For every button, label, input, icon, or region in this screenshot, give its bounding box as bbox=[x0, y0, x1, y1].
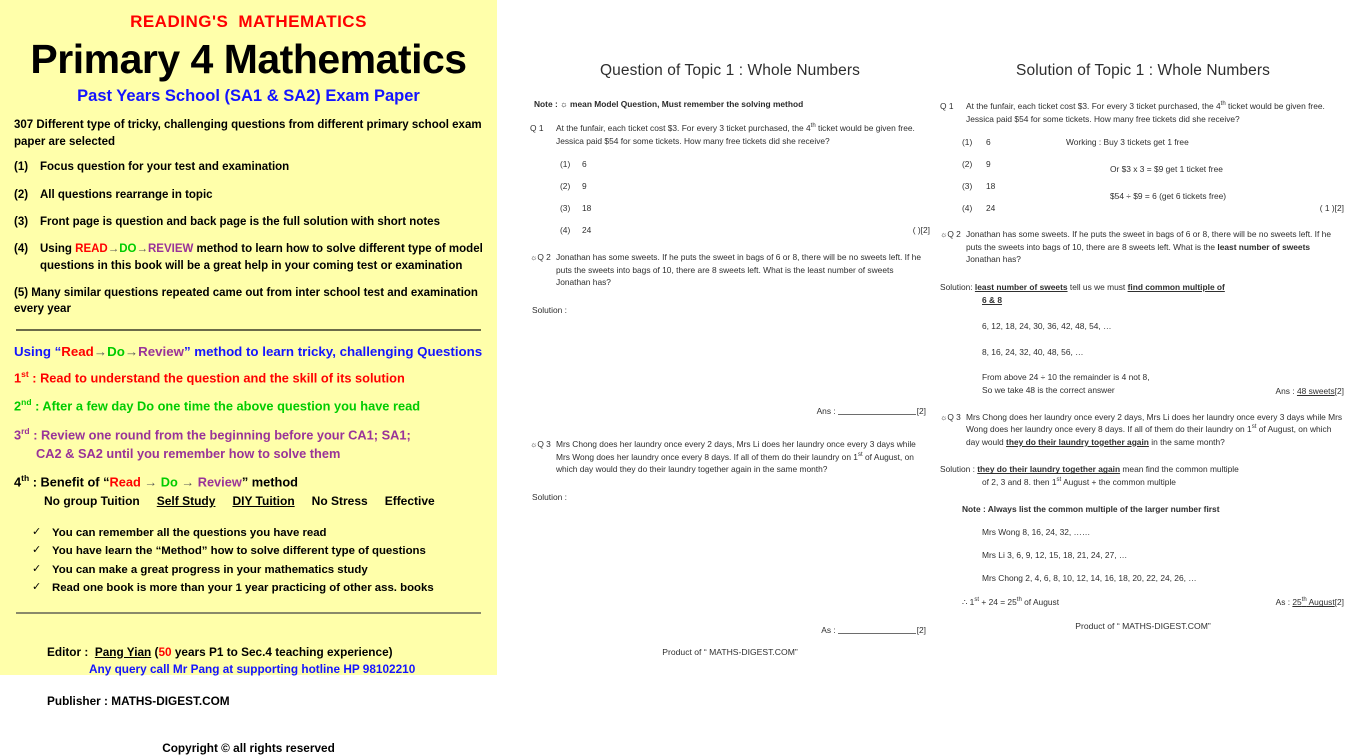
solution-q3-heading bbox=[940, 463, 1346, 489]
question-2 bbox=[530, 251, 930, 289]
question-3-text bbox=[556, 438, 930, 476]
list-item-label: You can remember all the questions you have read bbox=[52, 526, 327, 539]
question-3-label bbox=[530, 438, 556, 476]
method-step-2 bbox=[14, 396, 483, 415]
final-b: + 24 = 25 bbox=[979, 597, 1017, 608]
benefit-diy-tuition: DIY Tuition bbox=[232, 493, 295, 508]
option-value: 18 bbox=[582, 203, 592, 214]
method-post: ” method to learn tricky, challenging Questions bbox=[183, 343, 483, 359]
copyright-line: Copyright © all rights reserved bbox=[162, 740, 335, 755]
solution-prefix: Solution: bbox=[940, 282, 975, 293]
editor-paren: ( bbox=[154, 644, 159, 659]
arrow-icon: → bbox=[177, 474, 198, 490]
step-number: 2 bbox=[14, 398, 22, 414]
solution-midtext: tell us we must bbox=[1067, 282, 1128, 293]
step-text-post: ” method bbox=[241, 474, 298, 490]
model-question-icon: ☼ bbox=[940, 230, 948, 240]
benefit-effective: Effective bbox=[384, 493, 435, 508]
option-index: (3) bbox=[962, 181, 973, 192]
list-item bbox=[14, 214, 483, 230]
question-3-text-b: of August, on which day would they do their laundry together again in the same month? bbox=[556, 451, 914, 475]
solution-q3-line2a: of 2, 3 and 8. then 1 bbox=[982, 477, 1057, 488]
answer-marks: [2] bbox=[916, 624, 926, 635]
divider-top bbox=[16, 329, 481, 331]
method-step-1 bbox=[14, 368, 483, 387]
option-index: (2) bbox=[560, 181, 571, 192]
answer-value-b: August bbox=[1306, 597, 1335, 608]
step-number: 3 bbox=[14, 426, 22, 442]
solution-q3-text-a: Mrs Chong does her laundry once every 2 days, Mrs Li does her laundry once every 3 days while Mrs Wong does her laundry once every 8 days. If all of them do their laundry on 1 bbox=[966, 411, 1343, 435]
list-item-label bbox=[40, 241, 483, 274]
ordinal-suffix: st bbox=[1251, 424, 1257, 431]
editor-line bbox=[47, 644, 483, 662]
benefit-read-label: Read bbox=[109, 474, 141, 490]
question-2-label bbox=[530, 251, 556, 289]
option-index: (3) bbox=[560, 203, 571, 214]
ordinal-suffix: st bbox=[1056, 477, 1062, 484]
question-1-text-b: ticket would be given free. Jessica paid $54 for some tickets. How many free tickets did she receive? bbox=[556, 123, 915, 146]
arrow-icon: → bbox=[124, 343, 139, 359]
working-line-1: Working : Buy 3 tickets get 1 free bbox=[1066, 137, 1189, 148]
question-3-answer-space bbox=[530, 502, 930, 620]
list-item-label: Many similar questions repeated came out from inter school test and examination every year bbox=[14, 287, 478, 316]
method-review-label: Review bbox=[138, 343, 184, 359]
arrow-icon: → bbox=[140, 474, 161, 490]
answer-label: As : bbox=[821, 624, 836, 635]
solution-keyword-1: least number of sweets bbox=[974, 282, 1068, 293]
answer-label: Ans : bbox=[1275, 386, 1295, 397]
list-item-index: (5) bbox=[14, 287, 29, 300]
solution-page-panel bbox=[940, 0, 1346, 631]
list-item bbox=[32, 542, 483, 560]
rdr-do-label: DO bbox=[119, 243, 137, 256]
list-item-index: (3) bbox=[14, 216, 29, 229]
solution-q3-line2b: August + the common multiple bbox=[1061, 477, 1176, 488]
question-page-panel bbox=[530, 0, 930, 657]
arrow-icon: → bbox=[107, 243, 120, 256]
editor-label: Editor : bbox=[47, 644, 89, 659]
question-3-number: Q 3 bbox=[537, 439, 551, 450]
solution-option-4 bbox=[940, 203, 1346, 213]
question-page-footer: Product of “ MATHS-DIGEST.COM” bbox=[662, 646, 798, 657]
method-step-3 bbox=[14, 425, 483, 464]
step-text: : After a few day Do one time the above question you have read bbox=[35, 398, 421, 414]
benefit-review-label: Review bbox=[197, 474, 242, 490]
rdr-post: method to learn how to solve different type of model questions in this book will be a great help in your coming test or examination bbox=[40, 243, 483, 272]
page-title: Primary 4 Mathematics bbox=[30, 36, 467, 82]
answer-marks: [2] bbox=[1334, 386, 1344, 397]
solution-q1-working-area bbox=[940, 137, 1346, 213]
step-number: 1 bbox=[14, 369, 22, 385]
question-2-number: Q 2 bbox=[537, 252, 551, 263]
brand-word-readings: READING'S bbox=[130, 12, 229, 31]
step-text: : Review one round from the beginning before your CA1; SA1; bbox=[33, 426, 411, 442]
solution-q3-label bbox=[940, 411, 966, 449]
benefit-self-study: Self Study bbox=[156, 493, 216, 508]
brand-word-mathematics: MATHEMATICS bbox=[238, 12, 367, 31]
solution-q2-text bbox=[966, 228, 1346, 266]
step-text: : Read to understand the question and the skill of its solution bbox=[32, 369, 405, 385]
list-item-index: (1) bbox=[14, 161, 29, 174]
question-2-text: Jonathan has some sweets. If he puts the sweet in bags of 6 or 8, there will be no sweets left. If he puts the sweets into bags of 10, there are 8 sweets left. What is the least number of sweets Jonathan has? bbox=[556, 252, 921, 288]
option-index: (4) bbox=[962, 203, 973, 214]
answer-value: 48 sweets bbox=[1296, 386, 1335, 397]
ordinal-suffix: th bbox=[1301, 597, 1307, 604]
option-index: (4) bbox=[560, 225, 571, 236]
solution-keyword-3: 6 & 8 bbox=[982, 295, 1003, 306]
question-2-answer-space bbox=[530, 315, 930, 401]
solution-q3-answer bbox=[1276, 597, 1344, 607]
method-pre: Using “ bbox=[14, 343, 62, 359]
option-3 bbox=[530, 203, 930, 213]
solution-q3-text-c: in the same month? bbox=[1148, 436, 1225, 447]
list-item-label: Focus question for your test and examination bbox=[40, 161, 290, 174]
rdr-pre: Using bbox=[40, 243, 76, 256]
list-item bbox=[14, 285, 483, 318]
solution-q2-conclusion bbox=[940, 371, 1346, 396]
step-ordinal-suffix: st bbox=[21, 368, 29, 379]
solution-q1-text-b: ticket would be given free. Jessica paid $54 for some tickets. How many free tickets did she receive? bbox=[966, 101, 1325, 124]
method-read-label: Read bbox=[61, 343, 94, 359]
brand-heading bbox=[14, 0, 483, 32]
solution-q3-mrs-chong: Mrs Chong 2, 4, 6, 8, 10, 12, 14, 16, 18, 20, 22, 24, 26, … bbox=[982, 573, 1197, 584]
editor-experience: years P1 to Sec.4 teaching experience) bbox=[171, 644, 393, 659]
solution-q3-mrs-li: Mrs Li 3, 6, 9, 12, 15, 18, 21, 24, 27, … bbox=[982, 550, 1128, 561]
solution-prefix: Solution : bbox=[940, 464, 978, 475]
solution-keyword: they do their laundry together again bbox=[977, 464, 1121, 475]
list-item-label: Front page is question and back page is the full solution with short notes bbox=[40, 216, 440, 229]
solution-q2-multiples-8: 8, 16, 24, 32, 40, 48, 56, … bbox=[982, 346, 1084, 357]
divider-bottom bbox=[16, 612, 481, 614]
question-3-text-a: Mrs Chong does her laundry once every 2 days, Mrs Li does her laundry once every 3 days while Mrs Wong does her laundry once every 8 days. If all of them do their laundry on 1 bbox=[556, 439, 916, 462]
check-icon: ✓ bbox=[32, 525, 42, 538]
list-item-label: You can make a great progress in your mathematics study bbox=[52, 563, 368, 576]
solution-q3-number: Q 3 bbox=[947, 411, 961, 422]
solution-q1-label: Q 1 bbox=[940, 101, 954, 111]
solution-q1-answer-bracket: ( 1 )[2] bbox=[1319, 203, 1344, 214]
method-do-label: Do bbox=[107, 343, 125, 359]
rdr-read-label: READ bbox=[75, 243, 108, 256]
answer-label: As : bbox=[1275, 597, 1291, 608]
solution-q2-multiples-6: 6, 12, 18, 24, 30, 36, 42, 48, 54, … bbox=[982, 321, 1112, 332]
list-item-index: (4) bbox=[14, 243, 29, 256]
solution-q2-conclusion-line2: So we take 48 is the correct answer bbox=[982, 384, 1115, 395]
answer-bracket: ( )[2] bbox=[912, 225, 930, 236]
working-line-3: $54 ÷ $9 = 6 (get 6 tickets free) bbox=[1110, 191, 1227, 202]
benefit-row bbox=[14, 494, 483, 508]
model-question-icon: ☼ bbox=[940, 412, 948, 422]
question-3-solution-label: Solution : bbox=[532, 491, 567, 502]
solution-q2-heading bbox=[940, 281, 1346, 307]
solution-q1-text-a: At the funfair, each ticket cost $3. For every 3 ticket purchased, the 4 bbox=[966, 101, 1221, 111]
option-value: 9 bbox=[986, 159, 991, 170]
benefit-do-label: Do bbox=[160, 474, 178, 490]
solution-question-3 bbox=[940, 411, 1346, 449]
rdr-review-label: REVIEW bbox=[147, 243, 194, 256]
option-value: 18 bbox=[986, 181, 996, 192]
step-number: 4 bbox=[14, 474, 22, 490]
option-value: 24 bbox=[582, 225, 592, 236]
solution-q3-text-b: of August, on which day would bbox=[966, 424, 1332, 447]
solution-q3-keyword: they do their laundry together again bbox=[1006, 436, 1149, 447]
solution-q3-final bbox=[940, 597, 1346, 607]
final-a: ∴ 1 bbox=[962, 597, 975, 608]
step-ordinal-suffix: rd bbox=[21, 425, 30, 436]
list-item-read-do-review bbox=[14, 241, 483, 274]
ordinal-suffix: th bbox=[810, 123, 816, 130]
solution-midtext: mean find the common multiple bbox=[1120, 464, 1239, 475]
answer-value bbox=[1292, 597, 1334, 607]
check-icon: ✓ bbox=[32, 544, 42, 557]
solution-q2-text-emphasis: least number of sweets bbox=[1217, 241, 1311, 252]
question-1 bbox=[530, 122, 930, 147]
solution-q3-line2 bbox=[940, 476, 1346, 489]
option-value: 24 bbox=[986, 203, 996, 214]
note-label: Note : bbox=[962, 504, 988, 515]
option-value: 6 bbox=[582, 159, 587, 170]
model-question-icon: ☼ bbox=[530, 253, 538, 263]
working-line-2: Or $3 x 3 = $9 get 1 ticket free bbox=[1110, 164, 1223, 175]
list-item bbox=[32, 561, 483, 579]
solution-page-footer: Product of “ MATHS-DIGEST.COM” bbox=[1075, 621, 1211, 632]
list-item bbox=[14, 159, 483, 175]
solution-q2-text-a: Jonathan has some sweets. If he puts the sweet in bags of 6 or 8, there will be no sweets left. If he puts the sweets into bags of 10, there are 8 sweets left. What is the bbox=[966, 229, 1331, 252]
option-4 bbox=[530, 225, 930, 235]
question-page-title: Question of Topic 1 : Whole Numbers bbox=[600, 62, 860, 79]
solution-q2-text-b: Jonathan has? bbox=[966, 254, 1021, 265]
question-1-text bbox=[556, 122, 930, 147]
step-text-line2: CA2 & SA2 until you remember how to solve them bbox=[36, 446, 341, 462]
option-2 bbox=[530, 181, 930, 191]
list-item-index: (2) bbox=[14, 188, 29, 201]
option-index: (1) bbox=[962, 137, 973, 148]
answer-value-a: 25 bbox=[1292, 597, 1302, 608]
question-1-text-a: At the funfair, each ticket cost $3. For every 3 ticket purchased, the 4 bbox=[556, 123, 811, 133]
credits-block bbox=[14, 644, 483, 711]
final-c: of August bbox=[1021, 597, 1060, 608]
editor-name: Pang Yian bbox=[94, 644, 152, 659]
solution-q1-text bbox=[966, 100, 1346, 125]
option-value: 6 bbox=[986, 137, 991, 148]
check-icon: ✓ bbox=[32, 562, 42, 575]
hotline-line: Any query call Mr Pang at supporting hotline HP 98102210 bbox=[89, 662, 416, 677]
ordinal-suffix: th bbox=[1016, 597, 1022, 604]
option-index: (1) bbox=[560, 159, 571, 170]
list-item-label: Read one book is more than your 1 year practicing of other ass. books bbox=[52, 582, 434, 595]
cover-lead-text: 307 Different type of tricky, challenging questions from different primary school exam paper are selected bbox=[14, 119, 482, 148]
cover-feature-list bbox=[14, 159, 483, 317]
benefit-no-stress: No Stress bbox=[311, 493, 368, 508]
solution-q3-note bbox=[940, 504, 1346, 514]
model-question-icon: ☼ bbox=[530, 440, 538, 450]
ordinal-suffix: th bbox=[1220, 101, 1226, 108]
model-question-note: Note : ☼ mean Model Question, Must remember the solving method bbox=[534, 99, 804, 109]
solution-q3-mrs-wong: Mrs Wong 8, 16, 24, 32, …… bbox=[982, 527, 1091, 538]
solution-q2-conclusion-line1: From above 24 ÷ 10 the remainder is 4 not 8, bbox=[982, 372, 1150, 383]
publisher-line: Publisher : MATHS-DIGEST.COM bbox=[47, 693, 230, 708]
ordinal-suffix: st bbox=[857, 451, 863, 458]
list-item bbox=[14, 187, 483, 203]
step-ordinal-suffix: nd bbox=[21, 397, 32, 408]
arrow-icon: → bbox=[136, 243, 148, 256]
option-index: (2) bbox=[962, 159, 973, 170]
list-item bbox=[32, 524, 483, 542]
answer-blank[interactable] bbox=[838, 405, 916, 415]
check-icon: ✓ bbox=[32, 581, 42, 594]
answer-blank[interactable] bbox=[838, 624, 916, 634]
list-item bbox=[32, 579, 483, 597]
step-text: : Benefit of “ bbox=[32, 474, 110, 490]
arrow-icon: → bbox=[93, 343, 108, 359]
solution-q2-answer bbox=[1276, 385, 1344, 398]
option-value: 9 bbox=[582, 181, 587, 192]
solution-q3-text bbox=[966, 411, 1346, 449]
solution-q2-number: Q 2 bbox=[947, 229, 961, 240]
question-2-solution-label: Solution : bbox=[532, 305, 567, 316]
answer-marks: [2] bbox=[916, 406, 926, 417]
question-2-answer-line bbox=[530, 405, 930, 416]
list-item-label: You have learn the “Method” how to solve different type of questions bbox=[52, 545, 426, 558]
step-ordinal-suffix: th bbox=[21, 473, 30, 484]
question-3 bbox=[530, 438, 930, 476]
method-heading bbox=[14, 344, 483, 359]
list-item-label: All questions rearrange in topic bbox=[40, 188, 213, 201]
benefit-no-group-tuition: No group Tuition bbox=[44, 493, 140, 508]
benefit-check-list bbox=[14, 524, 483, 598]
question-1-label: Q 1 bbox=[530, 123, 544, 133]
solution-question-1 bbox=[940, 100, 1346, 125]
solution-page-title: Solution of Topic 1 : Whole Numbers bbox=[1016, 62, 1270, 79]
ordinal-suffix: st bbox=[974, 597, 980, 604]
answer-label: Ans : bbox=[816, 406, 836, 417]
method-step-4 bbox=[14, 472, 483, 491]
question-3-answer-line bbox=[530, 624, 930, 635]
answer-marks: [2] bbox=[1334, 597, 1344, 608]
solution-keyword-2: find common multiple of bbox=[1127, 282, 1225, 293]
editor-years: 50 bbox=[158, 644, 172, 659]
solution-question-2 bbox=[940, 228, 1346, 266]
book-cover-panel bbox=[0, 0, 497, 755]
cover-subtitle: Past Years School (SA1 & SA2) Exam Paper bbox=[77, 87, 420, 106]
option-1 bbox=[530, 159, 930, 169]
note-text: Always list the common multiple of the larger number first bbox=[987, 504, 1220, 515]
solution-q2-label bbox=[940, 228, 966, 266]
